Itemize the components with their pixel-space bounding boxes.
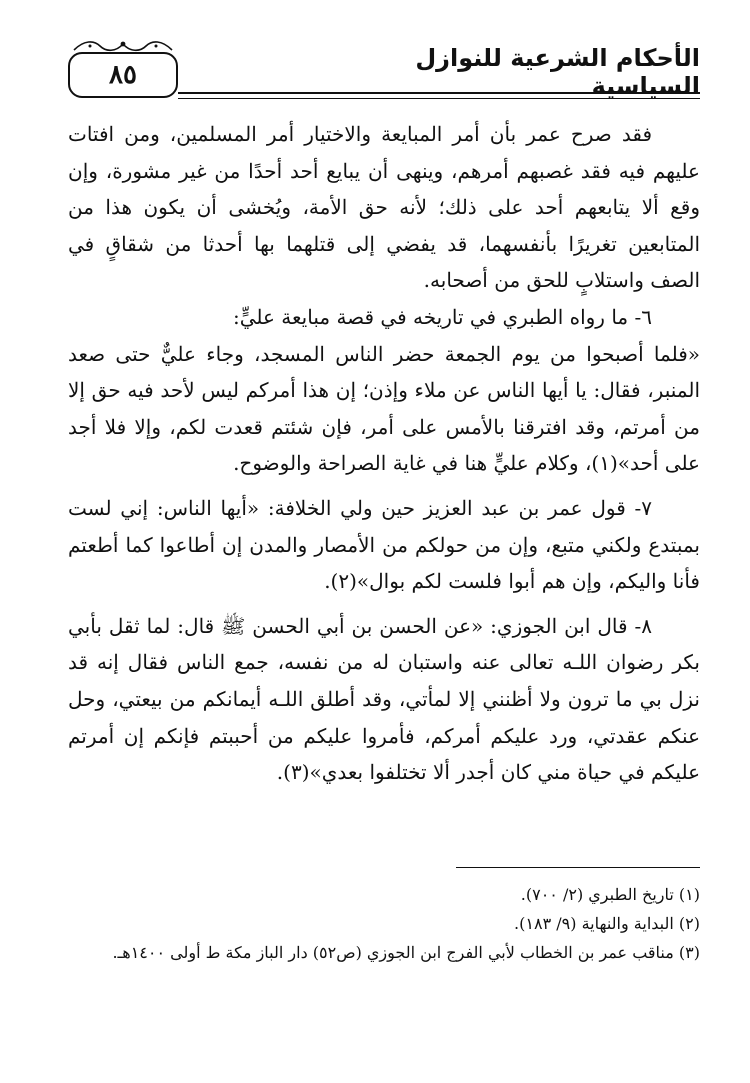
paragraph: «فلما أصبحوا من يوم الجمعة حضر الناس المسجد، وجاء عليٌّ حتى صعد المنبر، فقال: يا أيها الناس عن ملاء وإذن؛ إن هذا أمركم ليس لأحد فيه حق إلا من أمرتم، وقد افترقنا بالأمس على أمر، فإن شئتم قعدت لكم، وإلا فلا أجد على أحد»(١)، وكلام عليٍّ هنا في غاية الصراحة والوضوح. xyxy=(68,341,700,476)
page-number: ٨٥ xyxy=(68,52,178,98)
footnotes xyxy=(80,880,700,967)
page-header xyxy=(60,36,700,100)
paragraph: ٦- ما رواه الطبري في تاريخه في قصة مبايعة عليٍّ: xyxy=(232,304,652,329)
paragraph: ٨- قال ابن الجوزي: «عن الحسن بن أبي الحسن ﷺ قال: لما ثقل بأبي بكر رضوان اللـه تعالى عنه واستبان له من نفسه، جمع الناس فقال إنه قد نزل بي ما ترون ولا أظنني إلا لمأتي، وقد أطلق اللـه أيمانكم من بيعتي، وحل عنكم عقدتي، ورد عليكم أمركم، فأمروا عليكم من أحببتم فإنكم إن أمرتم عليكم في حياة مني كان أجدر ألا تختلفوا بعدي»(٣). xyxy=(68,613,700,785)
paragraph: ٧- قول عمر بن عبد العزيز حين ولي الخلافة: «أيها الناس: إني لست بمبتدع ولكني متبع، وإن من حولكم من الأمصار والمدن إن أطاعوا كما أطعتم فأنا واليكم، وإن هم أبوا فلست لكم بوال»(٢). xyxy=(68,495,700,594)
header-rule xyxy=(178,92,700,94)
footnote: (٢) البداية والنهاية (٩/ ١٨٣). xyxy=(514,914,700,933)
running-title: الأحكام الشرعية للنوازل السياسية xyxy=(415,44,700,100)
main-text xyxy=(68,116,700,791)
footnote-separator xyxy=(456,867,700,868)
paragraph: فقد صرح عمر بأن أمر المبايعة والاختيار أمر المسلمين، ومن افتات عليهم فيه فقد غصبهم أمرهم، وينهى أن يبايع أحد أحدًا من غير مشورة، وإن وقع ألا يتابعهم أحد على ذلك؛ لأنه حق الأمة، ويُخشى أن يكون هذا من المتابعين تغريرًا بأنفسهما، قد يفضي إلى قتلهما بها أحدثا من شقاقٍ في الصف واستلابٍ للحق من أصحابه. xyxy=(68,122,700,293)
footnote: (١) تاريخ الطبري (٢/ ٧٠٠). xyxy=(520,885,700,904)
footnote: (٣) مناقب عمر بن الخطاب لأبي الفرج ابن الجوزي (ص٥٢) دار الباز مكة ط أولى ١٤٠٠هـ. xyxy=(112,943,700,962)
header-rule-thin xyxy=(178,98,700,99)
